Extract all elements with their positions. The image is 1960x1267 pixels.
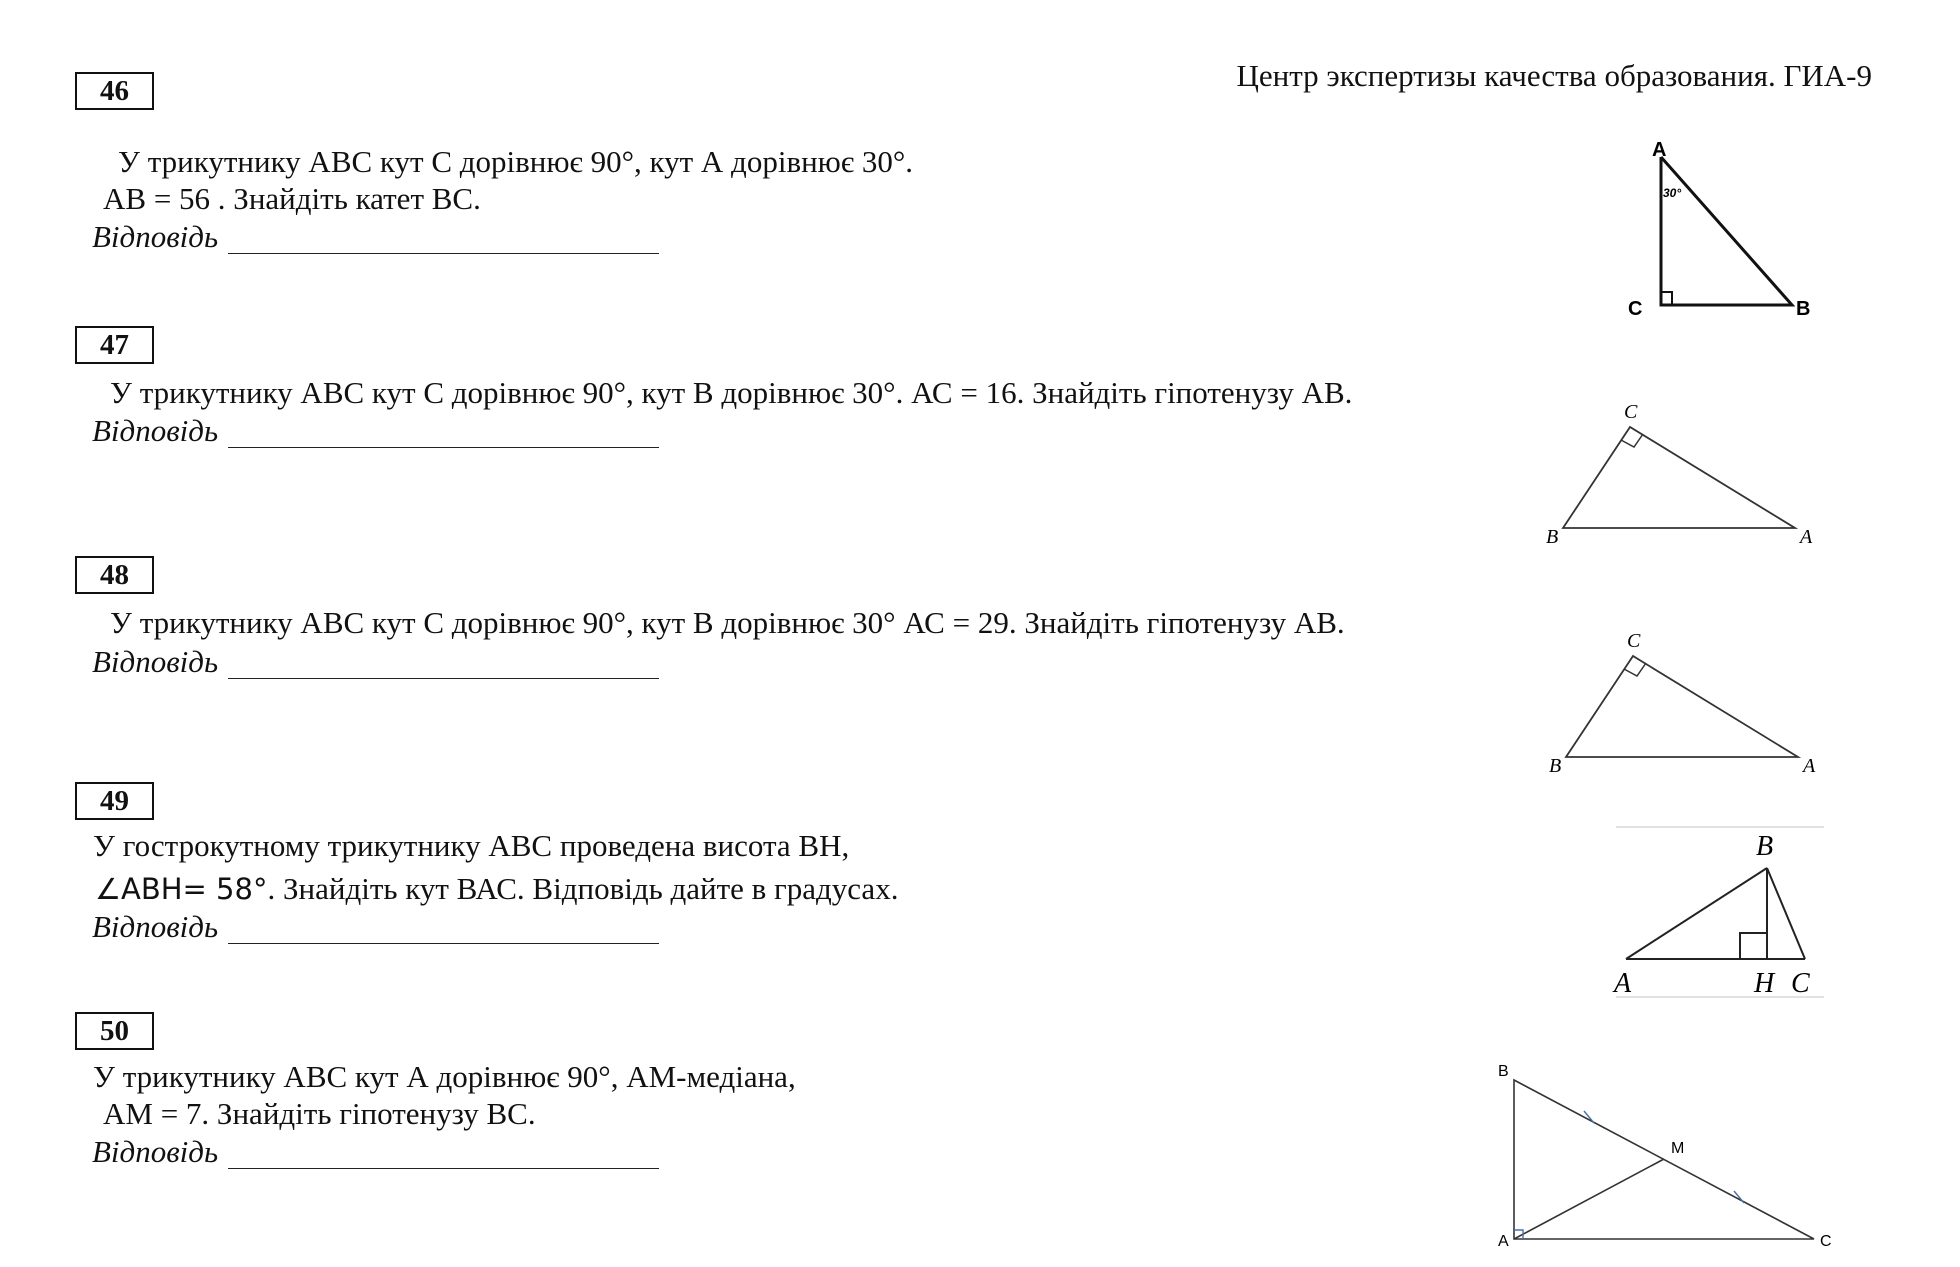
vertex-label: A bbox=[1803, 755, 1816, 777]
vertex-label: A bbox=[1652, 139, 1667, 161]
problem-text-line bbox=[95, 870, 898, 908]
problem-text-line: АВ = 56 . Знайдіть катет ВС. bbox=[103, 181, 481, 216]
vertex-label: M bbox=[1671, 1140, 1685, 1157]
answer-label: Відповідь bbox=[92, 644, 219, 679]
triangle-figure-47 bbox=[1530, 395, 1830, 555]
page-header: Центр экспертизы качества образования. ГИА-9 bbox=[1236, 58, 1872, 93]
angle-expression: ∠ABH= 58° bbox=[95, 872, 268, 906]
triangle-edges bbox=[1661, 157, 1792, 305]
triangle-edges bbox=[1566, 656, 1798, 757]
angle-label: 30° bbox=[1663, 186, 1682, 200]
vertex-label: H bbox=[1754, 968, 1775, 999]
answer-field[interactable] bbox=[92, 908, 218, 946]
triangle-edges bbox=[1563, 427, 1795, 528]
problem-text-line: У трикутнику АВС кут С дорівнює 90°, кут В дорівнює 30°. АС = 16. Знайдіть гіпотенузу АВ. bbox=[110, 375, 1353, 410]
problem-number: 47 bbox=[75, 326, 154, 364]
answer-field[interactable] bbox=[92, 643, 218, 681]
triangle-figure-48 bbox=[1530, 624, 1830, 784]
problem-text-line: У трикутнику АВС кут С дорівнює 90°, кут В дорівнює 30° АС = 29. Знайдіть гіпотенузу АВ. bbox=[110, 605, 1345, 640]
answer-field[interactable] bbox=[92, 218, 218, 256]
answer-label: Відповідь bbox=[92, 1134, 219, 1169]
answer-label: Відповідь bbox=[92, 413, 219, 448]
answer-blank-line[interactable] bbox=[228, 1168, 659, 1169]
problem-text-line: АМ = 7. Знайдіть гіпотенузу ВС. bbox=[103, 1096, 536, 1131]
problem-number: 48 bbox=[75, 556, 154, 594]
answer-blank-line[interactable] bbox=[228, 447, 659, 448]
vertex-label: C bbox=[1820, 1233, 1832, 1250]
triangle-figure-46 bbox=[1620, 140, 1820, 320]
problem-number: 46 bbox=[75, 72, 154, 110]
answer-field[interactable] bbox=[92, 1133, 218, 1171]
vertex-label: C bbox=[1627, 630, 1641, 652]
answer-label: Відповідь bbox=[92, 219, 219, 254]
problem-text-line: У трикутнику АВС кут А дорівнює 90°, АМ-медіана, bbox=[93, 1059, 796, 1094]
triangle-figure-49 bbox=[1610, 825, 1830, 1005]
vertex-label: C bbox=[1628, 298, 1643, 320]
median-am bbox=[1514, 1159, 1664, 1239]
problem-number: 49 bbox=[75, 782, 154, 820]
triangle-figure-50 bbox=[1490, 1058, 1830, 1258]
vertex-label: A bbox=[1614, 968, 1632, 999]
vertex-label: B bbox=[1756, 831, 1774, 862]
vertex-label: B bbox=[1498, 1063, 1509, 1080]
right-angle-mark bbox=[1661, 292, 1672, 305]
vertex-label: A bbox=[1498, 1233, 1509, 1250]
vertex-label: C bbox=[1624, 401, 1638, 423]
problem-text-line: У гострокутному трикутнику АВС проведена висота ВН, bbox=[93, 828, 850, 863]
triangle-side bbox=[1626, 868, 1767, 959]
problem-text-line: У трикутнику АВС кут С дорівнює 90°, кут А дорівнює 30°. bbox=[118, 144, 914, 179]
vertex-label: A bbox=[1800, 526, 1813, 548]
right-angle-mark bbox=[1740, 933, 1767, 959]
vertex-label: B bbox=[1546, 526, 1559, 548]
problem-number: 50 bbox=[75, 1012, 154, 1050]
answer-blank-line[interactable] bbox=[228, 678, 659, 679]
vertex-label: B bbox=[1549, 755, 1562, 777]
triangle-side bbox=[1767, 868, 1805, 959]
vertex-label: B bbox=[1796, 298, 1811, 320]
vertex-label: C bbox=[1791, 968, 1810, 999]
answer-blank-line[interactable] bbox=[228, 943, 659, 944]
answer-label: Відповідь bbox=[92, 909, 219, 944]
answer-blank-line[interactable] bbox=[228, 253, 659, 254]
answer-field[interactable] bbox=[92, 412, 218, 450]
problem-text-rest: . Знайдіть кут ВАС. Відповідь дайте в градусах. bbox=[267, 871, 899, 906]
